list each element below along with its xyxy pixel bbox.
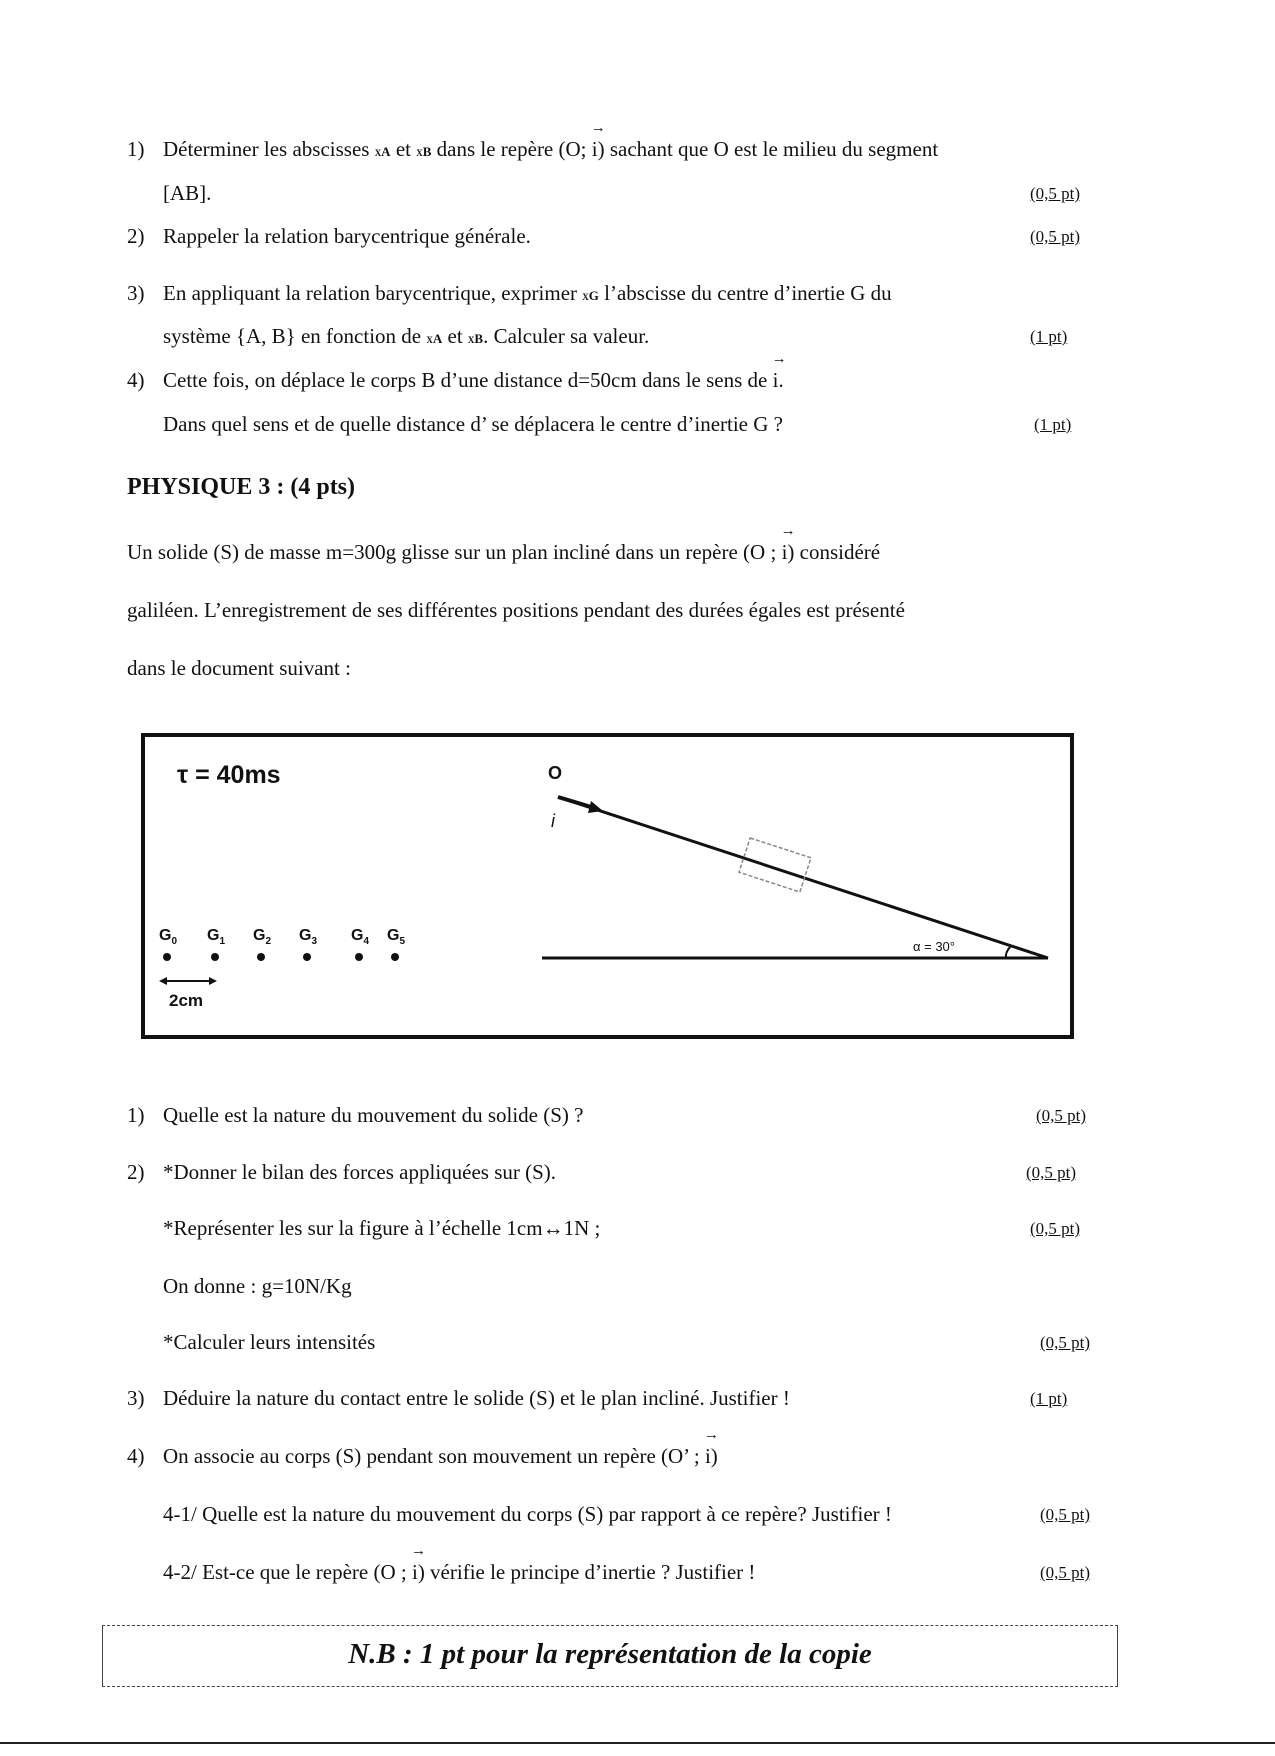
p1-q1-line2: [AB]. — [163, 181, 212, 205]
position-dot-g4 — [355, 953, 363, 961]
p2-q2-b-text: *Représenter les sur la figure à l’échelle 1cm↔1N ; — [163, 1216, 601, 1240]
p2-q1-points: (0,5 pt) — [1036, 1106, 1087, 1125]
p2-q2-d-text: *Calculer leurs intensités — [163, 1330, 376, 1354]
p2-q4-2-text: 4-2/ Est-ce que le repère (O ; → i) vérifie le principe d’inertie ? Justifier ! — [163, 1560, 755, 1585]
position-dot-g2 — [257, 953, 265, 961]
origin-label: O — [548, 763, 563, 783]
p2-q1-number: 1) — [127, 1103, 145, 1127]
vector-i: → i — [705, 1444, 711, 1469]
p1-q1-points: (0,5 pt) — [1030, 184, 1081, 203]
p1-q4-number: 4) — [127, 368, 145, 392]
p1-q1-number: 1) — [127, 137, 145, 161]
vector-i-arrowhead — [588, 801, 603, 813]
p2-q2-a-points: (0,5 pt) — [1026, 1163, 1077, 1182]
p2-q3-text: Déduire la nature du contact entre le solide (S) et le plan incliné. Justifier ! — [163, 1386, 790, 1410]
p2-q1-text: Quelle est la nature du mouvement du solide (S) ? — [163, 1103, 584, 1127]
note-box — [102, 1625, 1118, 1687]
p2-q2-c-text: On donne : g=10N/Kg — [163, 1274, 352, 1298]
scale-arrowhead-left — [159, 977, 167, 985]
figure-drawing — [145, 737, 1070, 1035]
p1-q2-points: (0,5 pt) — [1030, 227, 1081, 246]
position-label-g2: $G_2$ — [253, 927, 272, 948]
scale-label: 2cm — [169, 991, 204, 1010]
position-dot-g0 — [163, 953, 171, 961]
position-dot-g1 — [211, 953, 219, 961]
position-label-g1: $G_1$ — [207, 927, 226, 948]
note-text: N.B : 1 pt pour la représentation de la copie — [348, 1638, 872, 1670]
scale-arrowhead-right — [209, 977, 217, 985]
angle-arc — [1006, 946, 1011, 958]
p2-q4-1-points: (0,5 pt) — [1040, 1505, 1091, 1524]
p1-q1-line1: Déterminer les abscisses xA et xB dans le repère (O; → i) sachant que O est le milieu du segment — [163, 137, 938, 162]
p1-q3-line2: système {A, B} en fonction de xA et xB. Calculer sa valeur. — [163, 324, 650, 348]
position-label-g0: $G_0$ — [159, 927, 178, 948]
p2-q4-text: On associe au corps (S) pendant son mouvement un repère (O’ ; → i) — [163, 1444, 718, 1469]
position-dot-g3 — [303, 953, 311, 961]
position-label-g3: $G_3$ — [299, 927, 318, 948]
p2-q4-1-text: 4-1/ Quelle est la nature du mouvement du corps (S) par rapport à ce repère? Justifier ! — [163, 1502, 892, 1526]
p2-q3-points: (1 pt) — [1030, 1389, 1068, 1408]
position-label-g4: $G_4$ — [351, 927, 370, 948]
vector-i: → i — [412, 1560, 418, 1585]
p2-q4-2-points: (0,5 pt) — [1040, 1563, 1091, 1582]
p1-q2-number: 2) — [127, 224, 145, 248]
intro-line1: Un solide (S) de masse m=300g glisse sur un plan incliné dans un repère (O ; → i) considéré — [127, 540, 880, 565]
angle-label: α = 30° — [913, 939, 955, 954]
p1-q4-line2: Dans quel sens et de quelle distance d’ se déplacera le centre d’inertie G ? — [163, 412, 783, 436]
tau-label: τ = 40ms — [177, 761, 281, 789]
bottom-rule — [0, 1742, 1275, 1744]
vector-i: → i — [773, 368, 779, 393]
p1-q4-line1: Cette fois, on déplace le corps B d’une distance d=50cm dans le sens de → i. — [163, 368, 784, 393]
position-dot-g5 — [391, 953, 399, 961]
p2-q3-number: 3) — [127, 1386, 145, 1410]
p2-q2-b-points: (0,5 pt) — [1030, 1219, 1081, 1238]
vector-i-label: i — [551, 811, 555, 831]
solid-block — [739, 838, 811, 892]
p2-q2-number: 2) — [127, 1160, 145, 1184]
intro-line3: dans le document suivant : — [127, 656, 351, 680]
inclined-plane — [558, 797, 1048, 958]
vector-i: → i — [782, 540, 788, 565]
p1-q4-points: (1 pt) — [1034, 415, 1072, 434]
p2-q2-d-points: (0,5 pt) — [1040, 1333, 1091, 1352]
p2-q4-number: 4) — [127, 1444, 145, 1468]
section-title: PHYSIQUE 3 : (4 pts) — [127, 474, 356, 500]
p1-q3-points: (1 pt) — [1030, 327, 1068, 346]
p1-q3-line1: En appliquant la relation barycentrique, exprimer xG l’abscisse du centre d’inertie G du — [163, 281, 892, 305]
intro-line2: galiléen. L’enregistrement de ses différentes positions pendant des durées égales est présenté — [127, 598, 905, 622]
double-arrow-icon: ↔ — [542, 1216, 564, 1240]
p1-q2-text: Rappeler la relation barycentrique générale. — [163, 224, 531, 248]
p1-q3-number: 3) — [127, 281, 145, 305]
vector-i: → i — [592, 137, 598, 162]
position-label-g5: $G_5$ — [387, 927, 406, 948]
p2-q2-a-text: *Donner le bilan des forces appliquées sur (S). — [163, 1160, 557, 1184]
recording-figure — [141, 733, 1074, 1039]
